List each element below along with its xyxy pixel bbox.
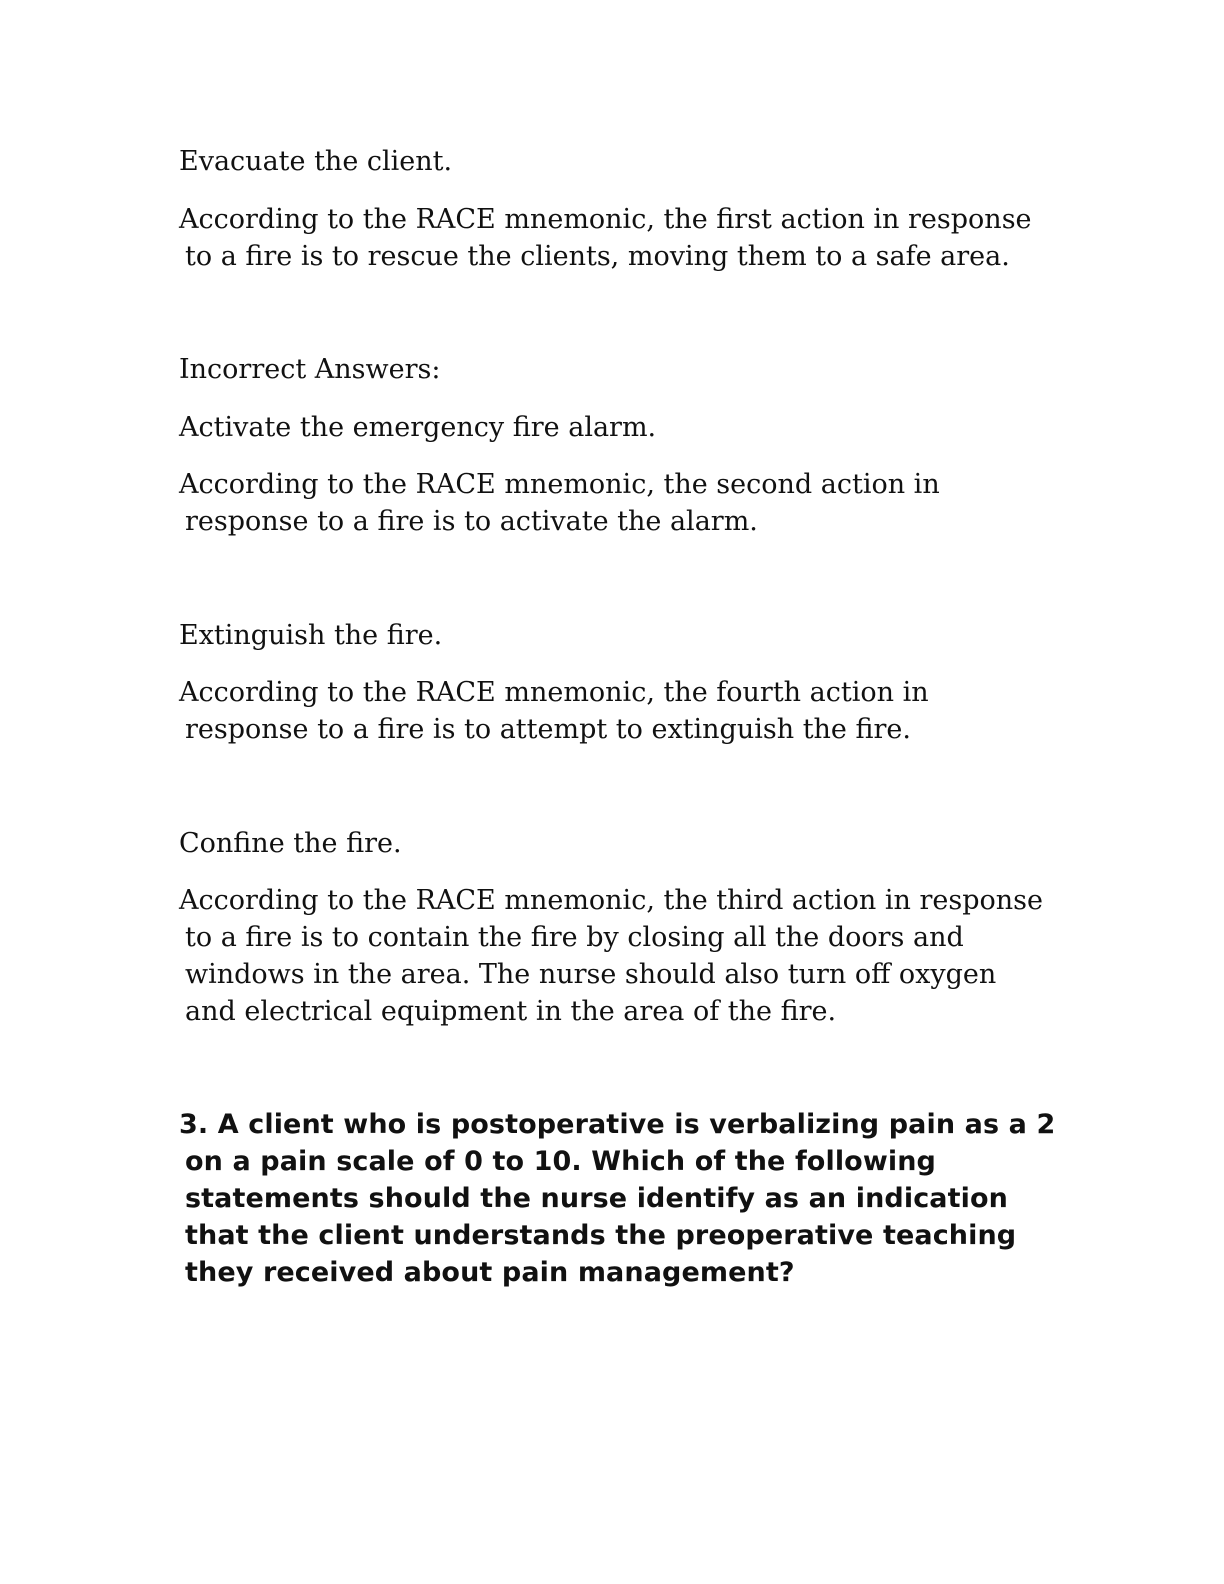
- incorrect-answer-title: Confine the fire.: [179, 828, 402, 859]
- correct-answer-explanation-line: to a fire is to rescue the clients, moving them to a safe area.: [185, 241, 1010, 272]
- incorrect-answer-explanation-line: to a fire is to contain the fire by closing all the doors and: [185, 922, 964, 953]
- question-line: 3. A client who is postoperative is verbalizing pain as a 2: [179, 1109, 1056, 1140]
- incorrect-answer-explanation-line: According to the RACE mnemonic, the third action in response: [179, 885, 1043, 916]
- correct-answer-explanation-line: According to the RACE mnemonic, the first action in response: [179, 204, 1032, 235]
- incorrect-answer-title: Extinguish the fire.: [179, 620, 443, 651]
- incorrect-answer-explanation-line: response to a fire is to activate the alarm.: [185, 506, 758, 537]
- question-line: statements should the nurse identify as an indication: [185, 1183, 1008, 1214]
- incorrect-answer-explanation-line: response to a fire is to attempt to extinguish the fire.: [185, 714, 911, 745]
- incorrect-answer-explanation-line: windows in the area. The nurse should also turn off oxygen: [185, 959, 997, 990]
- question-line: that the client understands the preoperative teaching: [185, 1220, 1017, 1251]
- incorrect-answer-explanation-line: According to the RACE mnemonic, the second action in: [179, 469, 940, 500]
- question-line: they received about pain management?: [185, 1257, 795, 1288]
- incorrect-answer-explanation-line: According to the RACE mnemonic, the fourth action in: [179, 677, 929, 708]
- question-line: on a pain scale of 0 to 10. Which of the following: [185, 1146, 936, 1177]
- correct-answer-title: Evacuate the client.: [179, 146, 453, 177]
- incorrect-answer-explanation-line: and electrical equipment in the area of the fire.: [185, 996, 837, 1027]
- incorrect-answers-heading: Incorrect Answers:: [179, 354, 441, 385]
- incorrect-answer-title: Activate the emergency fire alarm.: [179, 412, 657, 443]
